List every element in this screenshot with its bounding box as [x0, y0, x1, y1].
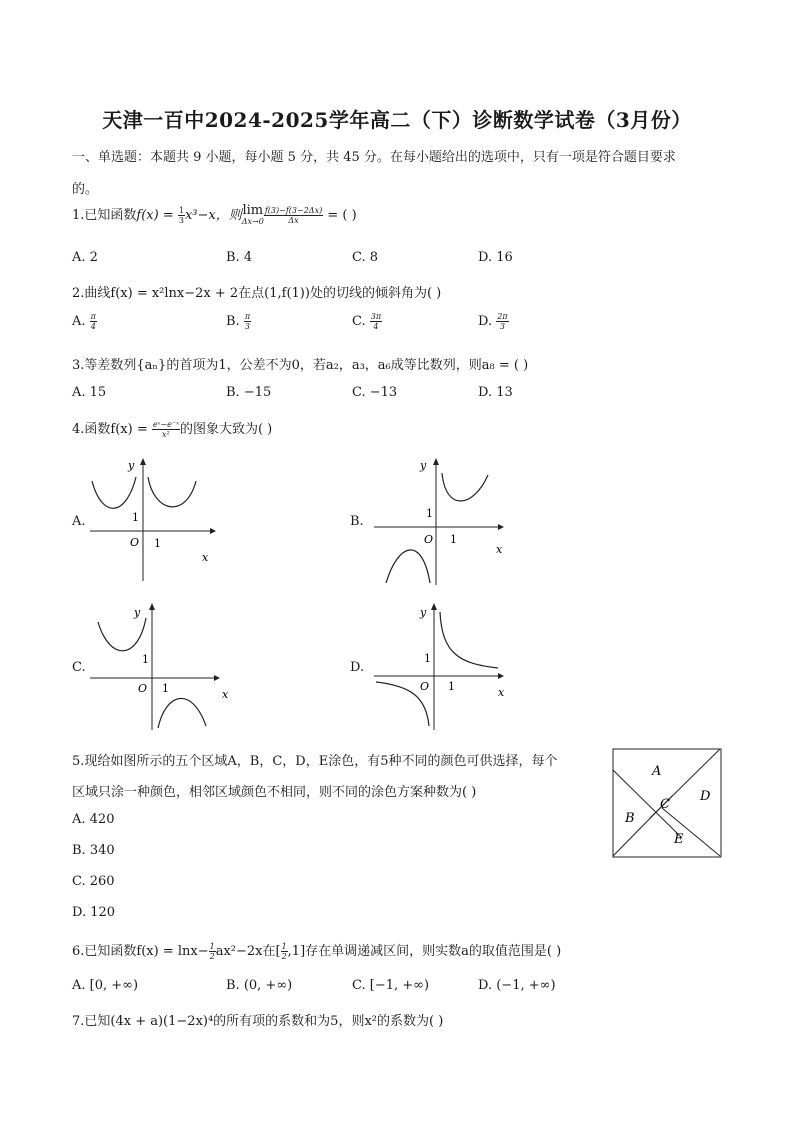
x-label: x	[498, 686, 505, 699]
q4-graph-a-label: A.	[72, 514, 86, 529]
q4-frac-num: eˣ−e⁻ˣ	[152, 420, 179, 429]
x-label: x	[202, 551, 209, 564]
x-axis-arrow	[210, 528, 216, 534]
y-axis-arrow	[433, 458, 439, 465]
q3-option-a: A. 15	[72, 385, 107, 400]
q4-graph-a	[86, 455, 216, 585]
q4-graph-d	[370, 600, 510, 735]
q1-f-lhs: f(x) =	[136, 208, 178, 223]
divider-line	[613, 770, 682, 838]
q1-option-a: A. 2	[72, 250, 98, 265]
q4-graph-c-label: C.	[72, 660, 86, 675]
y-one-label: 1	[424, 652, 431, 665]
question-1	[72, 204, 357, 227]
y-axis-arrow	[431, 603, 437, 610]
q1-lim-word: lim	[242, 202, 264, 218]
x-axis-arrow	[498, 673, 504, 679]
q2-option-d	[478, 312, 509, 331]
curve-right	[158, 698, 206, 728]
q6-option-c: C. [−1, +∞)	[352, 978, 430, 993]
curve-left	[92, 477, 136, 508]
q1-option-b: B. 4	[226, 250, 253, 265]
q3-option-d: D. 13	[478, 385, 513, 400]
origin-label: O	[130, 536, 140, 549]
q2-c-label: C.	[352, 314, 370, 329]
q1-frac-num: 1	[178, 206, 184, 215]
curve-right	[440, 612, 498, 668]
q5-option-d: D. 120	[72, 905, 116, 920]
curve-left	[386, 550, 430, 583]
y-axis-arrow	[149, 603, 155, 610]
region-d-label: D	[700, 789, 711, 804]
divider-line	[662, 808, 720, 856]
x-axis-arrow	[214, 675, 220, 681]
q4-suffix: 的图象大致为( )	[179, 422, 273, 437]
q6-frac1-den: 2	[209, 952, 215, 961]
y-label: y	[134, 606, 141, 619]
q2-option-c	[352, 312, 382, 331]
origin-label: O	[138, 682, 148, 695]
x-one-label: 1	[162, 682, 169, 695]
q1-option-d: D. 16	[478, 250, 513, 265]
q2-b-frac	[244, 312, 251, 331]
y-label: y	[420, 459, 427, 472]
q2-option-b	[226, 312, 251, 331]
q1-limit	[241, 202, 264, 227]
curve-left	[98, 618, 146, 651]
q2-c-den: 4	[373, 322, 379, 331]
q5-region-diagram	[612, 748, 724, 860]
q4-graph-d-label: D.	[350, 660, 365, 675]
q2-b-label: B.	[226, 314, 244, 329]
q4-graph-b	[370, 455, 510, 590]
q4-graph-b-label: B.	[350, 514, 364, 529]
q2-c-num: 3π	[370, 312, 382, 321]
q6-option-a: A. [0, +∞)	[72, 978, 139, 993]
q6-option-d: D. (−1, +∞)	[478, 978, 556, 993]
q1-limit-fraction	[264, 206, 323, 225]
curve-right	[442, 473, 488, 501]
q2-b-num: π	[244, 312, 251, 321]
q2-d-num: 2π	[497, 312, 508, 321]
question-5-cont: 区域只涂一种颜色，相邻区域颜色不相同，则不同的涂色方案种数为( )	[72, 785, 477, 800]
q6-frac-1	[209, 942, 216, 961]
question-5: 5.现给如图所示的五个区域A，B，C，D，E涂色，有5种不同的颜色可供选择，每个	[72, 754, 558, 769]
q1-prefix: 1.已知函数	[72, 208, 137, 223]
q6-frac-2	[281, 942, 288, 961]
q5-option-b: B. 340	[72, 843, 115, 858]
x-one-label: 1	[154, 537, 161, 550]
q2-d-frac	[496, 312, 508, 331]
q2-option-a	[72, 312, 97, 331]
q2-a-num: π	[90, 312, 96, 321]
y-label: y	[128, 459, 135, 472]
q1-fraction	[178, 206, 185, 225]
q6-suffix: ,1]存在单调递减区间，则实数a的取值范围是( )	[287, 944, 562, 959]
page-title: 天津一百中2024-2025学年高二（下）诊断数学试卷（3月份）	[102, 108, 692, 132]
y-label: y	[420, 606, 427, 619]
q2-a-den: 4	[90, 322, 96, 331]
q2-a-label: A.	[72, 314, 90, 329]
section-heading: 一、单选题：本题共 9 小题，每小题 5 分，共 45 分。在每小题给出的选项中，只有一项是符合题目要求	[72, 150, 676, 165]
q4-graph-c	[86, 600, 229, 735]
q2-a-frac	[90, 312, 97, 331]
question-7: 7.已知(4x + a)(1−2x)⁴的所有项的系数和为5，则x²的系数为( )	[72, 1014, 444, 1029]
region-a-label: A	[652, 764, 662, 779]
q6-option-b: B. (0, +∞)	[226, 978, 293, 993]
q1-lim-den: Δx	[288, 216, 299, 225]
x-label: x	[222, 688, 229, 701]
q6-mid: ax²−2x在[	[215, 944, 281, 959]
x-label: x	[496, 543, 503, 556]
q1-lim-sub: Δx→0	[241, 216, 264, 226]
q1-suffix: = ( )	[323, 208, 357, 223]
q6-frac2-num: 1	[281, 942, 287, 951]
q4-frac-den: x²	[162, 430, 170, 439]
q1-f-rhs: x³−x，则	[184, 208, 242, 223]
x-one-label: 1	[448, 680, 455, 693]
region-e-label: E	[674, 832, 684, 847]
q2-d-label: D.	[478, 314, 497, 329]
q6-prefix: 6.已知函数f(x) = lnx−	[72, 944, 209, 959]
y-one-label: 1	[132, 511, 139, 524]
q1-frac-den: 3	[178, 216, 184, 225]
origin-label: O	[420, 680, 430, 693]
q2-c-frac	[370, 312, 382, 331]
q6-frac2-den: 2	[281, 952, 287, 961]
q1-option-c: C. 8	[352, 250, 379, 265]
q3-option-b: B. −15	[226, 385, 272, 400]
q5-option-c: C. 260	[72, 874, 115, 889]
region-c-label: C	[660, 797, 670, 812]
origin-label: O	[424, 533, 434, 546]
q2-d-den: 3	[499, 322, 505, 331]
region-b-label: B	[625, 811, 635, 826]
q5-option-a: A. 420	[72, 812, 115, 827]
curve-right	[148, 477, 196, 507]
y-one-label: 1	[426, 507, 433, 520]
y-one-label: 1	[142, 653, 149, 666]
section-heading-cont: 的。	[72, 182, 99, 197]
y-axis-arrow	[140, 458, 146, 465]
q1-lim-num: f(3)−f(3−2Δx)	[264, 206, 323, 215]
x-axis-arrow	[498, 524, 504, 530]
question-4	[72, 418, 272, 439]
q3-option-c: C. −13	[352, 385, 398, 400]
question-3: 3.等差数列{aₙ}的首项为1，公差不为0，若a₂，a₃，a₆成等比数列，则a₈ = ( )	[72, 358, 529, 373]
question-6	[72, 940, 561, 961]
q6-frac1-num: 1	[209, 942, 215, 951]
question-2: 2.曲线f(x) = x²lnx−2x + 2在点(1,f(1))处的切线的倾斜角为( )	[72, 286, 442, 301]
q4-fraction	[152, 420, 180, 439]
q2-b-den: 3	[244, 322, 250, 331]
x-one-label: 1	[450, 533, 457, 546]
q4-prefix: 4.函数f(x) =	[72, 422, 152, 437]
